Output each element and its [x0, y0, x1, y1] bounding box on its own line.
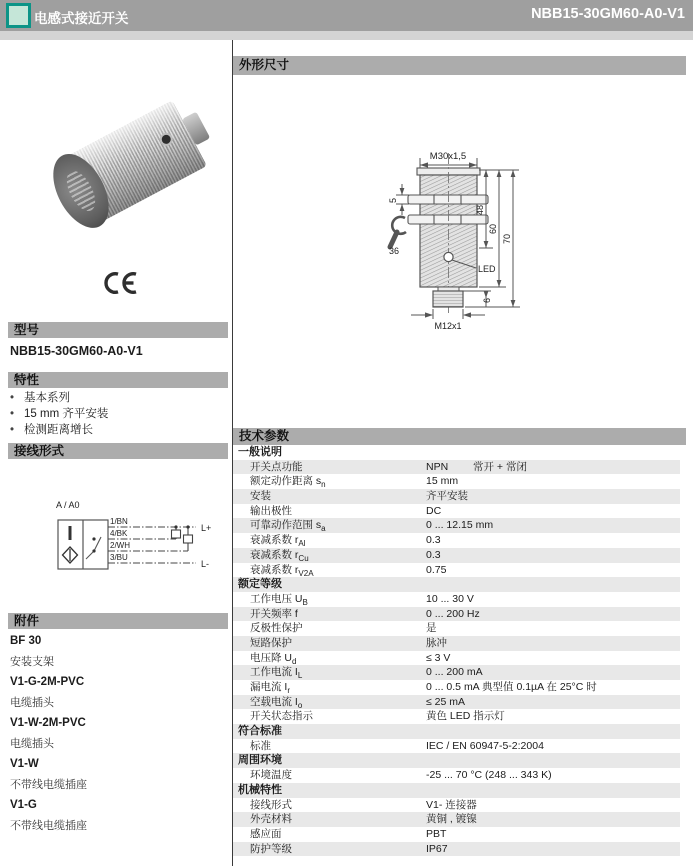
connector-thread: [433, 291, 463, 307]
section-accessories: 附件: [8, 613, 228, 629]
table-row: 工作电压 $U_B$ 10 ... 30 V: [250, 592, 474, 607]
page-title: 电感式接近开关: [34, 11, 129, 26]
wrench-size-label: 36: [389, 246, 400, 256]
table-row: 电压降 $U_d$ ≤ 3 V: [250, 651, 451, 666]
section-features: 特性: [8, 372, 228, 388]
section-model: 型号: [8, 322, 228, 338]
wire-label-1bn: 1/BN: [110, 517, 128, 526]
wrench-icon: [390, 217, 406, 247]
right-column: [233, 40, 686, 866]
table-row: 感应面 PBT: [250, 827, 447, 840]
table-row: 空载电流 $I_o$ ≤ 25 mA: [233, 695, 680, 710]
accessory-name: BF 30: [10, 635, 42, 647]
accessory-desc: 电缆插头: [10, 697, 54, 709]
led-label: LED: [478, 264, 496, 274]
bullet-icon: •: [10, 408, 15, 420]
table-group-header: 机械特性: [233, 783, 680, 798]
wire-label-4bk: 4/BK: [110, 529, 128, 538]
table-row: 衰减系数 $r_{V2A}$ 0.75: [250, 563, 447, 578]
nut-height-label: 5: [388, 197, 398, 203]
thread-size-label: M30x1,5: [429, 151, 467, 162]
accessory-name: V1-W-2M-PVC: [10, 717, 86, 729]
section-connection: 接线形式: [8, 443, 228, 459]
table-row: 接线形式 V1- 连接器: [250, 798, 477, 811]
accessory-name: V1-W: [10, 758, 39, 770]
table-group-header: 额定等级: [233, 577, 680, 592]
product-photo: [46, 68, 226, 263]
page-header-bar: [0, 0, 693, 31]
table-row: 标准 IEC / EN 60947-5-2:2004: [250, 739, 544, 752]
section-dimensions: 外形尺寸: [233, 56, 686, 75]
brand-square-icon: [6, 3, 31, 28]
table-row: 衰减系数 $r_{Cu}$ 0.3: [233, 548, 680, 563]
connector-shoulder: [438, 287, 459, 291]
dim-60-label: 60: [488, 223, 498, 234]
accessory-desc: 电缆插头: [10, 738, 54, 750]
header-divider-strip: [0, 31, 693, 40]
table-row: 输出极性 DC: [250, 504, 442, 517]
ce-mark-icon: [103, 270, 139, 301]
inductive-sensor-symbol: [63, 547, 78, 563]
table-row: 反极性保护 是: [250, 622, 437, 635]
wire-label-3bu: 3/BU: [110, 553, 128, 562]
table-row: 可靠动作范围 $s_a$ 0 ... 12.15 mm: [233, 518, 680, 533]
led-indicator: [444, 252, 453, 261]
tech-table: [233, 445, 686, 856]
accessory-list: [10, 635, 224, 840]
terminal-minus: L-: [201, 559, 210, 569]
table-row: 防护等级 IP67: [233, 842, 680, 857]
accessory-name: V1-G: [10, 799, 37, 811]
section-tech-params: 技术参数: [233, 428, 686, 445]
table-row: 额定动作距离 $s_n$ 15 mm: [250, 475, 459, 490]
accessory-desc: 安装支架: [10, 656, 54, 668]
feature-list: [10, 390, 108, 438]
table-group-header: 周围环境: [233, 753, 680, 768]
feature-item: • 基本系列: [10, 392, 70, 404]
table-row: 外壳材料 黄铜 , 镀镍: [233, 812, 680, 827]
dim-48-label: 48: [475, 204, 485, 215]
feature-item: • 15 mm 齐平安装: [10, 408, 109, 420]
table-row: 漏电流 $I_r$ 0 ... 0.5 mA 典型值 0.1µA 在 25°C 时: [250, 681, 597, 696]
table-row: 衰减系数 $r_{Al}$ 0.3: [250, 534, 441, 549]
table-row: 开关点功能 NPN 常开 + 常闭: [233, 460, 680, 475]
table-row: 工作电流 $I_L$ 0 ... 200 mA: [233, 665, 680, 680]
model-value: NBB15-30GM60-A0-V1: [10, 344, 143, 358]
accessory-name: V1-G-2M-PVC: [10, 676, 85, 688]
table-row: 开关频率 f 0 ... 200 Hz: [233, 607, 680, 622]
load-resistors: [172, 525, 193, 551]
table-row: 安装 齐平安装: [233, 489, 680, 504]
dimension-drawing: [233, 60, 686, 390]
dim-6-label: 6: [482, 297, 492, 303]
left-column: [8, 40, 228, 866]
connector-size-label: M12x1: [434, 321, 462, 331]
wire-label-2wh: 2/WH: [110, 541, 130, 550]
feature-item: • 检测距离增长: [10, 424, 93, 436]
table-row: 开关状态指示 黄色 LED 指示灯: [250, 710, 505, 723]
wiring-diagram: [48, 492, 228, 587]
part-number: NBB15-30GM60-A0-V1: [531, 6, 685, 22]
accessory-desc: 不带线电缆插座: [10, 820, 87, 832]
table-group-header: 符合标准: [233, 724, 680, 739]
table-row: 环境温度 -25 ... 70 °C (248 ... 343 K): [250, 769, 552, 782]
accessory-desc: 不带线电缆插座: [10, 779, 87, 791]
dim-70-label: 70: [502, 233, 512, 244]
bullet-icon: •: [10, 424, 15, 436]
table-row: 短路保护 脉冲: [233, 636, 680, 651]
wiring-variant-label: A / A0: [56, 500, 80, 510]
switch-contacts: [86, 537, 101, 559]
table-group-header: 一般说明: [238, 446, 282, 458]
terminal-plus: L+: [201, 523, 212, 533]
bullet-icon: •: [10, 392, 15, 404]
